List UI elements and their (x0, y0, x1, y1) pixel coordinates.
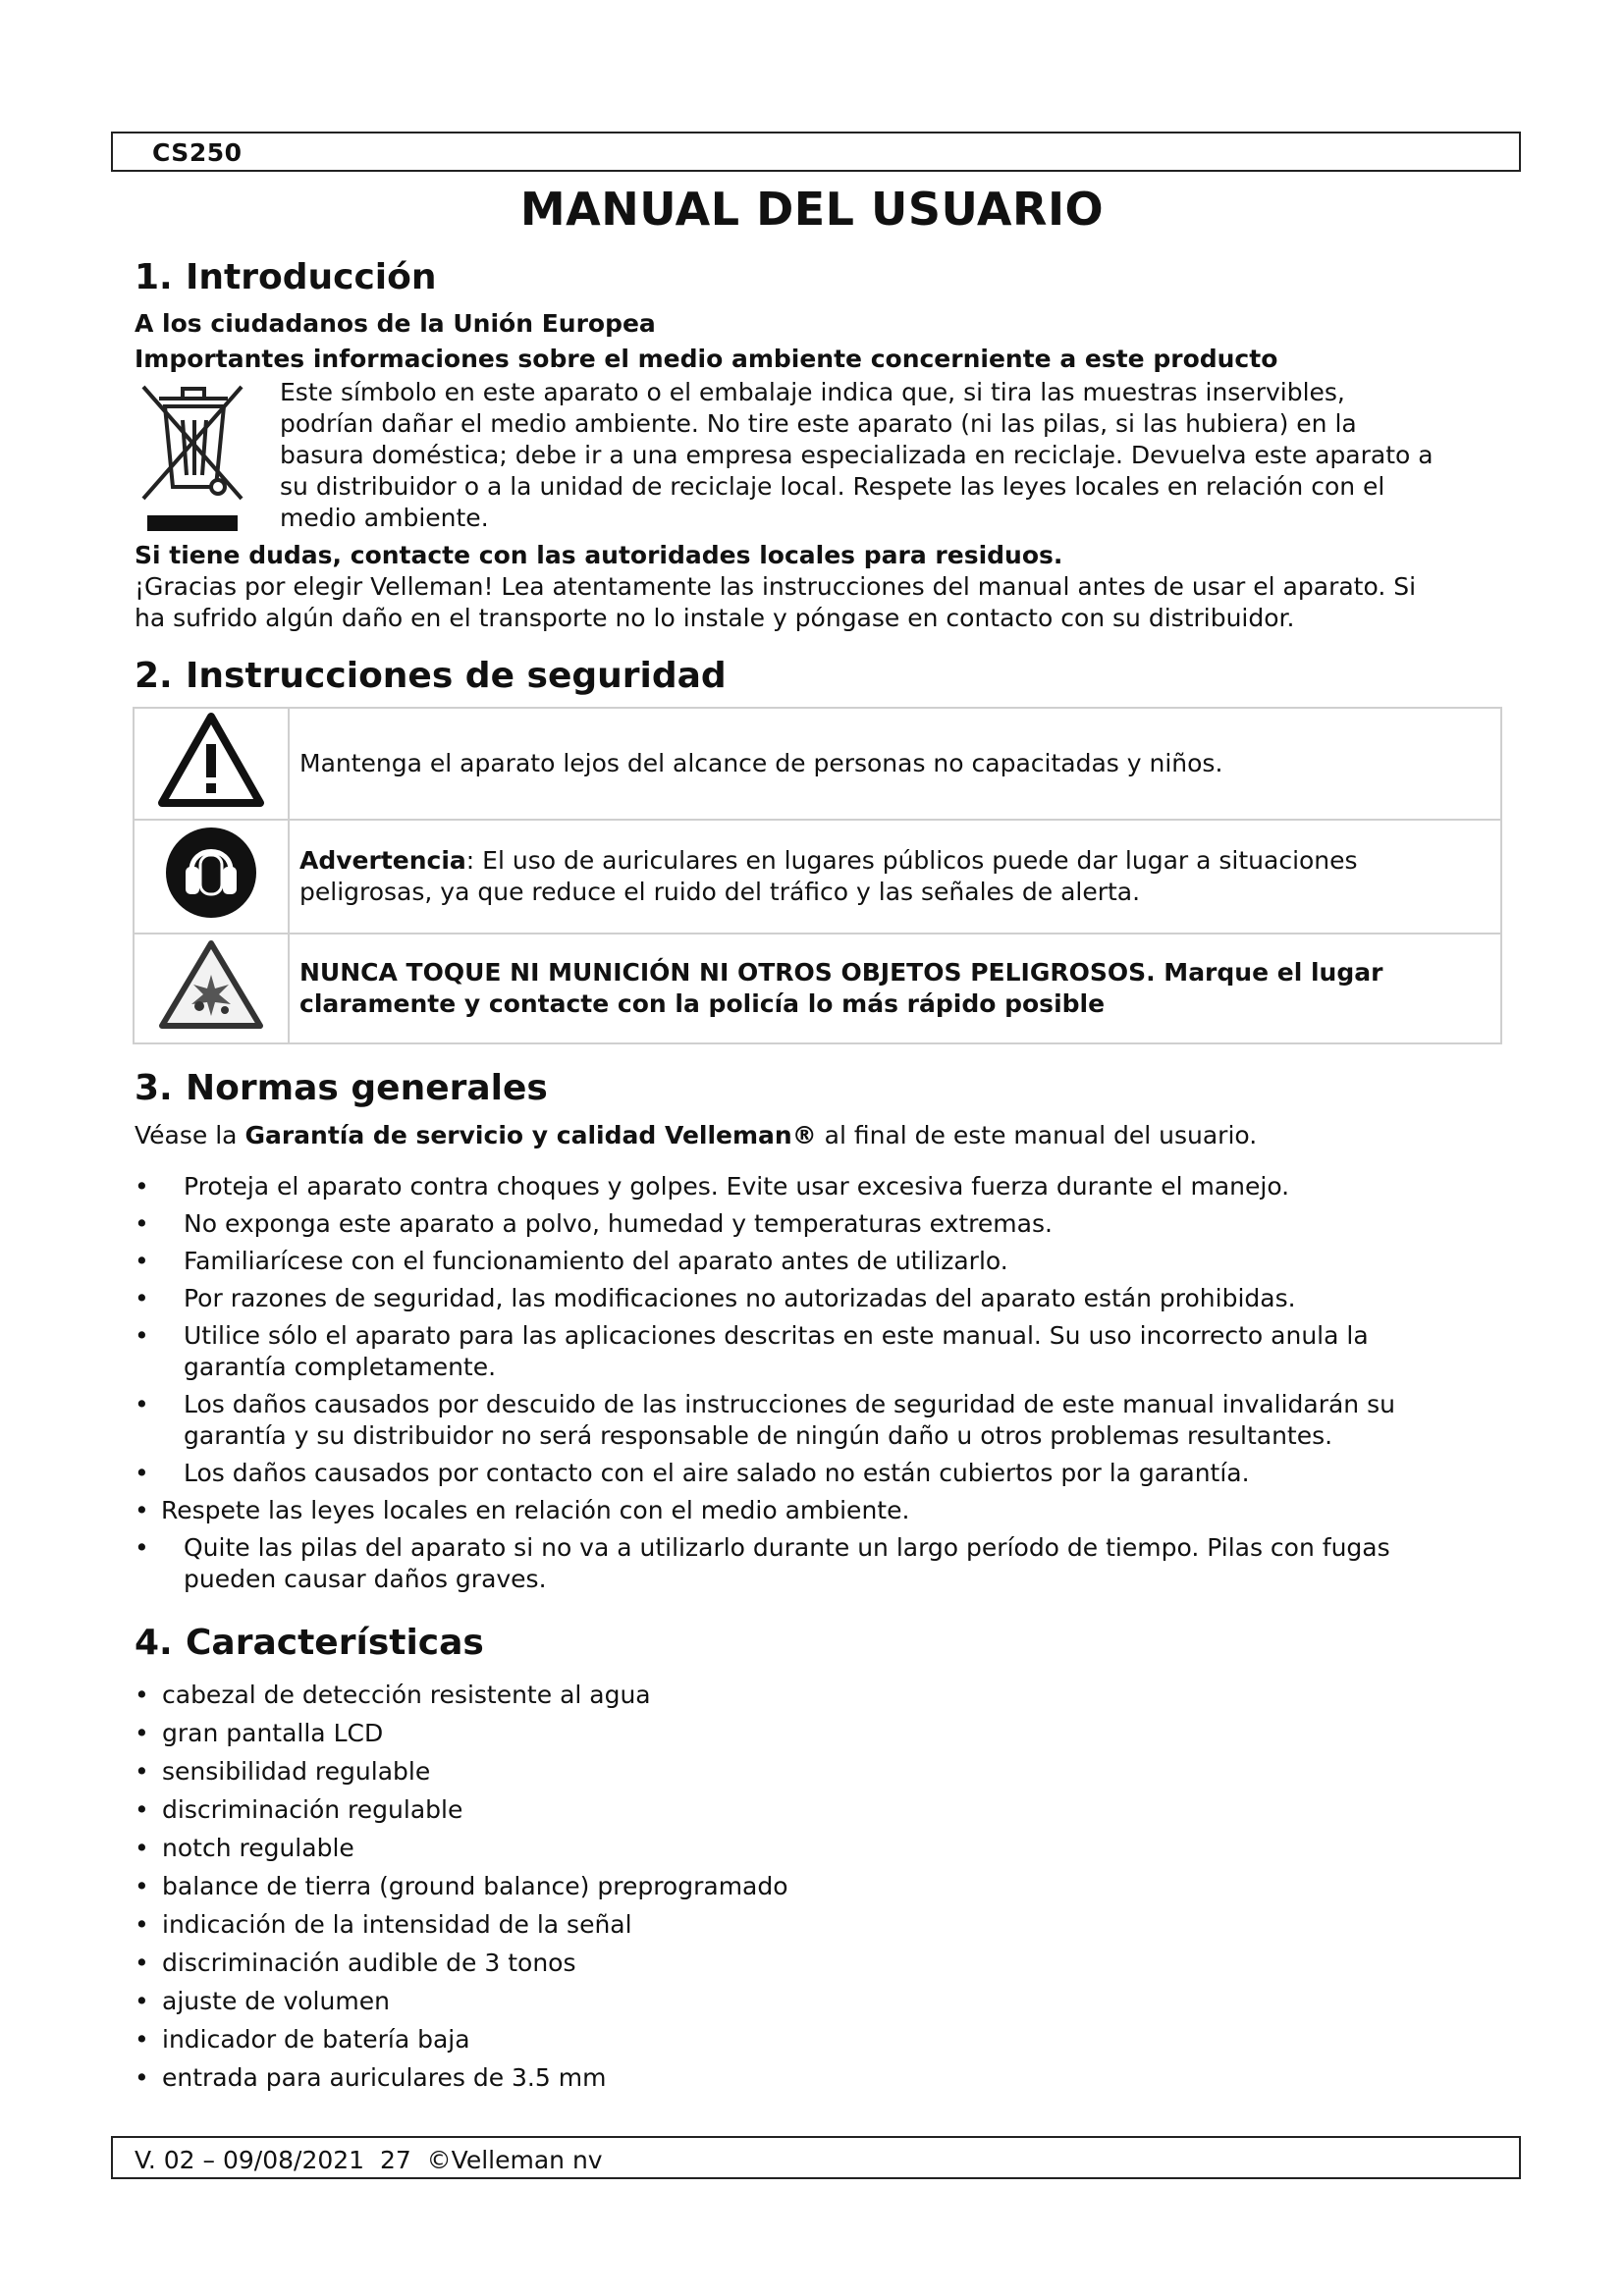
environment-info-heading: Importantes informaciones sobre el medio ambiente concerniente a este producto (135, 345, 1278, 373)
list-item: • notch regulable (135, 1833, 788, 1864)
safety-text: Mantenga el aparato lejos del alcance de personas no capacitadas y niños. (289, 708, 1501, 820)
list-item: • cabezal de detección resistente al agua (135, 1680, 788, 1711)
safety-text: Advertencia: El uso de auriculares en lugares públicos puede dar lugar a situaciones peligrosas, ya que reduce el ruido del tráfico y las señales de alerta. (289, 820, 1501, 934)
footer-text: V. 02 – 09/08/2021 27 ©Velleman nv (135, 2146, 603, 2174)
safety-table (133, 707, 1502, 1044)
list-item: • indicador de batería baja (135, 2024, 788, 2056)
list-item: • Respete las leyes locales en relación con el medio ambiente. (135, 1495, 1395, 1526)
safety-row (134, 934, 1501, 1043)
list-item: • indicación de la intensidad de la señal (135, 1909, 788, 1941)
list-item: • Los daños causados por descuido de las instrucciones de seguridad de este manual invalidarán su garantía y su distribuidor no será responsable de ningún daño u otros problemas resultantes. (135, 1389, 1395, 1452)
eu-citizens-heading: A los ciudadanos de la Unión Europea (135, 309, 656, 338)
header-box (111, 132, 1521, 172)
list-item: • Por razones de seguridad, las modificaciones no autorizadas del aparato están prohibidas. (135, 1283, 1395, 1314)
list-item: • Familiarícese con el funcionamiento del aparato antes de utilizarlo. (135, 1246, 1395, 1277)
safety-row (134, 820, 1501, 934)
list-item: • discriminación regulable (135, 1794, 788, 1826)
section-heading-safety: 2. Instrucciones de seguridad (135, 656, 727, 696)
list-item: • Los daños causados por contacto con el aire salado no están cubiertos por la garantía. (135, 1458, 1395, 1489)
warranty-note: Véase la Garantía de servicio y calidad Velleman® al final de este manual del usuario. (135, 1121, 1258, 1149)
warning-triangle-icon (156, 711, 266, 809)
list-item: • No exponga este aparato a polvo, humedad y temperaturas extremas. (135, 1208, 1395, 1240)
features-list (135, 1680, 788, 2101)
doubts-note: Si tiene dudas, contacte con las autoridades locales para residuos. (135, 541, 1063, 569)
weee-crossed-bin-icon (137, 377, 247, 536)
model-label: CS250 (152, 138, 243, 167)
list-item: • gran pantalla LCD (135, 1718, 788, 1749)
list-item: • balance de tierra (ground balance) preprogramado (135, 1871, 788, 1902)
weee-paragraph: Este símbolo en este aparato o el embalaje indica que, si tira las muestras inservibles, podrían dañar el medio ambiente. No tire este aparato (ni las pilas, si las hubiera) en la basura doméstica; debe ir a una empresa especializada en reciclaje. Devuelva este aparato a su distribuidor o a la unidad de reciclaje local. Respete las leyes locales en relación con el medio ambiente. (280, 378, 1434, 532)
list-item: • Proteja el aparato contra choques y golpes. Evite usar excesiva fuerza durante el manejo. (135, 1171, 1395, 1202)
list-item: • entrada para auriculares de 3.5 mm (135, 2062, 788, 2094)
footer-box (111, 2136, 1521, 2179)
explosive-hazard-icon (156, 937, 266, 1032)
list-item: • sensibilidad regulable (135, 1756, 788, 1788)
section-heading-introduction: 1. Introducción (135, 257, 437, 297)
safety-text: NUNCA TOQUE NI MUNICIÓN NI OTROS OBJETOS PELIGROSOS. Marque el lugar claramente y contacte con la policía lo más rápido posible (289, 934, 1501, 1043)
thanks-paragraph: ¡Gracias por elegir Velleman! Lea atentamente las instrucciones del manual antes de usar el aparato. Si ha sufrido algún daño en el transporte no lo instale y póngase en contacto con su distribuidor. (135, 572, 1417, 632)
general-rules-list (135, 1171, 1395, 1601)
list-item: • ajuste de volumen (135, 1986, 788, 2017)
list-item: • Utilice sólo el aparato para las aplicaciones descritas en este manual. Su uso incorrecto anula la garantía completamente. (135, 1320, 1395, 1383)
hearing-protection-icon (164, 826, 258, 920)
list-item: • discriminación audible de 3 tonos (135, 1948, 788, 1979)
page-title: MANUAL DEL USUARIO (519, 183, 1105, 236)
section-heading-features: 4. Características (135, 1623, 484, 1663)
section-heading-general: 3. Normas generales (135, 1068, 548, 1108)
safety-row (134, 708, 1501, 820)
list-item: • Quite las pilas del aparato si no va a utilizarlo durante un largo período de tiempo. Pilas con fugas pueden causar daños graves. (135, 1532, 1395, 1595)
